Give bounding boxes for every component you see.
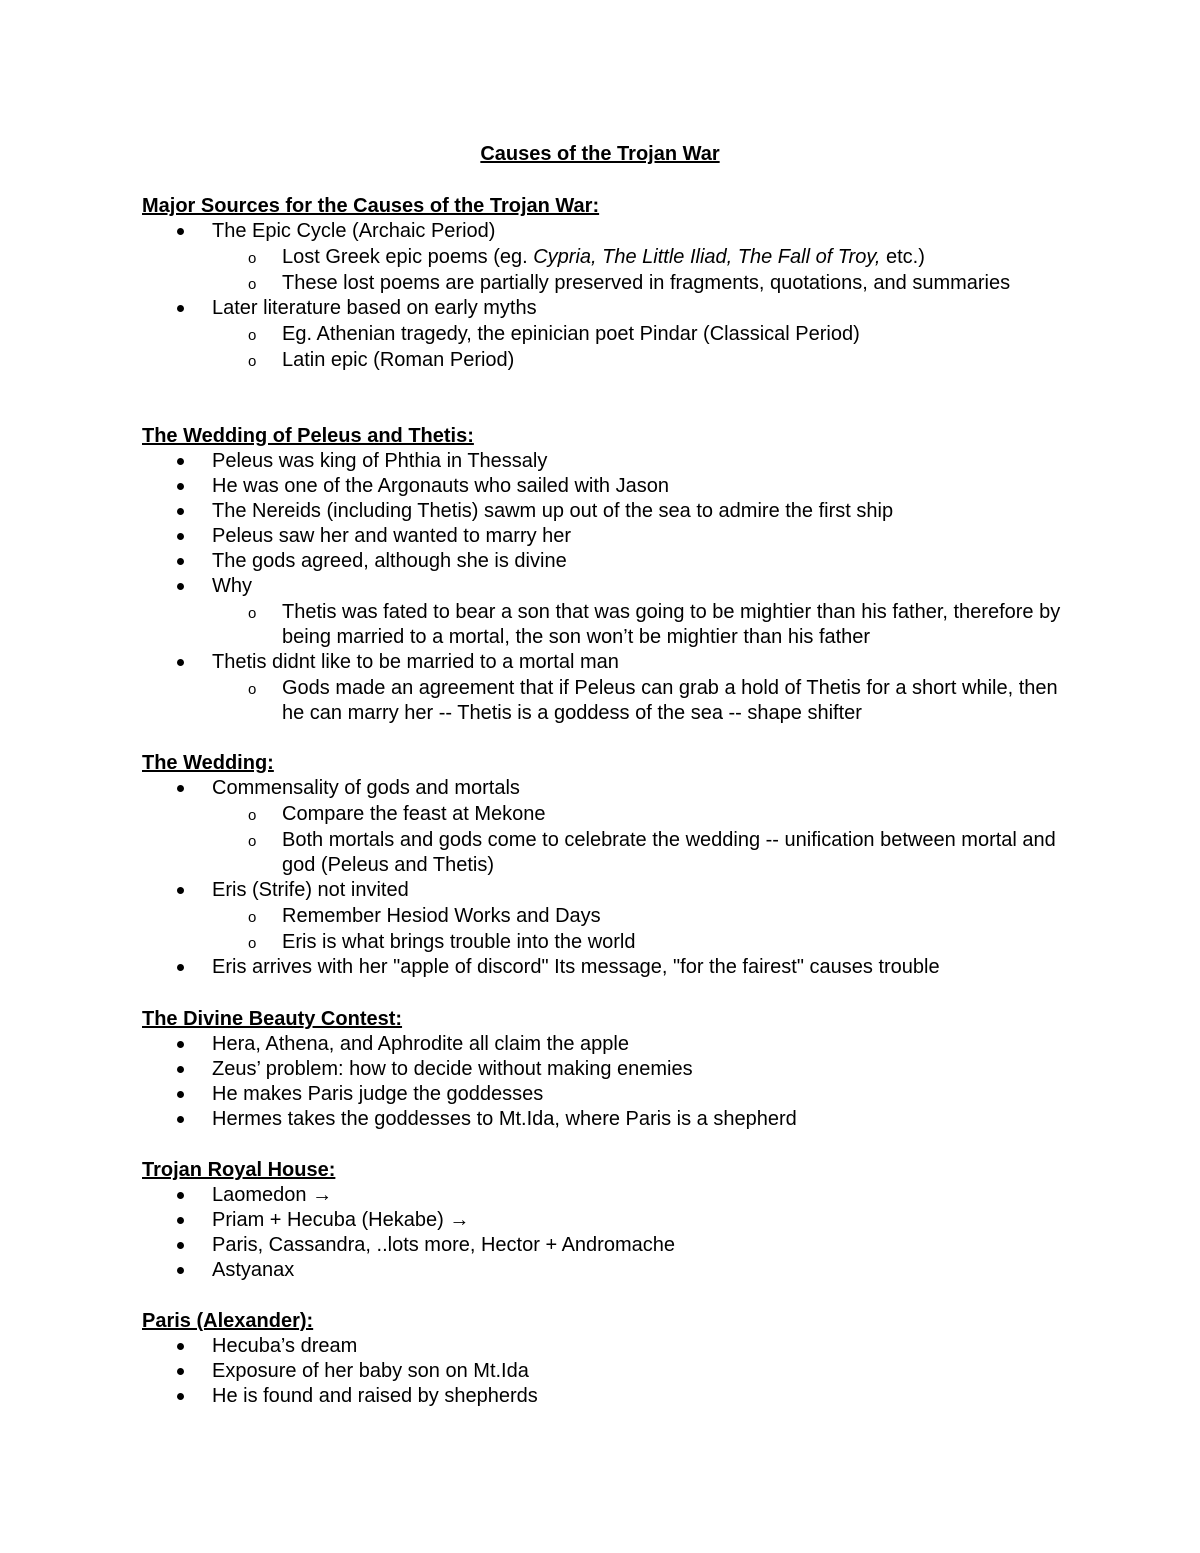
bullet-icon [177, 1393, 184, 1400]
list-item-text: Hermes takes the goddesses to Mt.Ida, where Paris is a shepherd [212, 1108, 797, 1130]
list-item [142, 650, 1082, 675]
list-item-text: Priam + Hecuba (Hekabe) → [212, 1209, 470, 1231]
bullet-icon [177, 228, 184, 235]
list-item [142, 524, 1082, 549]
list-item-text: Hera, Athena, and Aphrodite all claim the apple [212, 1033, 629, 1055]
list-item [142, 776, 1082, 801]
section-heading: The Wedding: [142, 752, 274, 774]
hollow-bullet-icon: o [248, 353, 257, 370]
list-item-text: Paris, Cassandra, ..lots more, Hector + Andromache [212, 1234, 675, 1256]
section-heading: Paris (Alexander): [142, 1310, 314, 1332]
list-item [142, 1107, 1082, 1132]
list-item-text: Astyanax [212, 1259, 295, 1281]
section-trojan-royal-house [142, 1158, 1082, 1283]
bullet-icon [177, 1368, 184, 1375]
sub-list-item [142, 904, 1082, 929]
sub-list-item-text: Compare the feast at Mekone [282, 803, 546, 825]
sub-list-item [142, 271, 1082, 296]
list-item-text: Eris (Strife) not invited [212, 879, 409, 901]
section-the-wedding [142, 751, 1082, 980]
list-item-text: Eris arrives with her "apple of discord" Its message, "for the fairest" causes trouble [212, 956, 940, 978]
list-item [142, 1183, 1082, 1208]
bullet-icon [177, 1343, 184, 1350]
sub-list-item-text: Remember Hesiod Works and Days [282, 905, 601, 927]
sub-list-item [142, 828, 1082, 878]
list-item-text: Commensality of gods and mortals [212, 777, 520, 799]
list-item-text: The Epic Cycle (Archaic Period) [212, 220, 496, 242]
bullet-icon [177, 1041, 184, 1048]
section-paris-alexander [142, 1309, 1082, 1409]
list-item-text: The gods agreed, although she is divine [212, 550, 567, 572]
list-item-text: Later literature based on early myths [212, 297, 537, 319]
bullet-icon [177, 1267, 184, 1274]
bullet-icon [177, 1217, 184, 1224]
bullet-icon [177, 305, 184, 312]
bullet-list [142, 1183, 1082, 1283]
hollow-bullet-icon: o [248, 909, 257, 926]
bullet-icon [177, 558, 184, 565]
list-item-text: Zeus’ problem: how to decide without making enemies [212, 1058, 693, 1080]
sub-list-item-text: Gods made an agreement that if Peleus can grab a hold of Thetis for a short while, then he can marry her -- Thetis is a goddess of the sea -- shape shifter [282, 677, 1058, 724]
bullet-icon [177, 659, 184, 666]
list-item [142, 1208, 1082, 1233]
list-item [142, 955, 1082, 980]
list-item [142, 878, 1082, 903]
bullet-list [142, 219, 1082, 373]
section-heading: Trojan Royal House: [142, 1159, 336, 1181]
list-item [142, 1082, 1082, 1107]
bullet-list [142, 1032, 1082, 1132]
section-divine-beauty-contest [142, 1007, 1082, 1132]
sub-list-item-text: Thetis was fated to bear a son that was going to be mightier than his father, therefore by being married to a mortal, the son won’t be mightier than his father [282, 601, 1061, 648]
hollow-bullet-icon: o [248, 807, 257, 824]
bullet-icon [177, 508, 184, 515]
list-item-text: Peleus saw her and wanted to marry her [212, 525, 572, 547]
sub-list-item [142, 930, 1082, 955]
bullet-list [142, 449, 1082, 726]
bullet-icon [177, 583, 184, 590]
bullet-icon [177, 458, 184, 465]
list-item [142, 499, 1082, 524]
list-item-text: He is found and raised by shepherds [212, 1385, 538, 1407]
list-item [142, 549, 1082, 574]
section-heading: Major Sources for the Causes of the Trojan War: [142, 195, 600, 217]
list-item [142, 1233, 1082, 1258]
list-item [142, 1384, 1082, 1409]
sub-list-item [142, 600, 1082, 650]
sub-list-item-text: These lost poems are partially preserved in fragments, quotations, and summaries [282, 272, 1011, 294]
sub-list-item-text: Latin epic (Roman Period) [282, 349, 515, 371]
bullet-icon [177, 533, 184, 540]
sub-list-item-text: Both mortals and gods come to celebrate the wedding -- unification between mortal and god (Peleus and Thetis) [282, 829, 1056, 876]
italic-title-text: Cypria, The Little Iliad, The Fall of Troy, [533, 246, 881, 268]
bullet-list [142, 776, 1082, 980]
section-heading: The Wedding of Peleus and Thetis: [142, 425, 474, 447]
bullet-icon [177, 887, 184, 894]
section-heading: The Divine Beauty Contest: [142, 1008, 403, 1030]
hollow-bullet-icon: o [248, 681, 257, 698]
bullet-icon [177, 1091, 184, 1098]
bullet-icon [177, 785, 184, 792]
bullet-icon [177, 1116, 184, 1123]
hollow-bullet-icon: o [248, 605, 257, 622]
list-item [142, 1032, 1082, 1057]
sub-list-item-text: Eg. Athenian tragedy, the epinician poet Pindar (Classical Period) [282, 323, 860, 345]
hollow-bullet-icon: o [248, 935, 257, 952]
bullet-icon [177, 1066, 184, 1073]
list-item-text: He makes Paris judge the goddesses [212, 1083, 544, 1105]
list-item-text: Exposure of her baby son on Mt.Ida [212, 1360, 529, 1382]
sub-list-item-text [282, 245, 1082, 270]
list-item [142, 219, 1082, 244]
sub-list-item-text: Eris is what brings trouble into the world [282, 931, 636, 953]
list-item-text: Peleus was king of Phthia in Thessaly [212, 450, 548, 472]
list-item [142, 474, 1082, 499]
list-item [142, 1334, 1082, 1359]
bullet-list [142, 1334, 1082, 1409]
text-run: etc.) [880, 246, 925, 268]
list-item [142, 1359, 1082, 1384]
sub-list-item [142, 802, 1082, 827]
list-item [142, 1057, 1082, 1082]
list-item [142, 296, 1082, 321]
section-major-sources [142, 194, 1082, 373]
list-item [142, 574, 1082, 599]
list-item [142, 449, 1082, 474]
bullet-icon [177, 1242, 184, 1249]
list-item-text: He was one of the Argonauts who sailed with Jason [212, 475, 669, 497]
bullet-icon [177, 1192, 184, 1199]
sub-list-item [142, 245, 1082, 270]
list-item-text: Thetis didnt like to be married to a mortal man [212, 651, 619, 673]
hollow-bullet-icon: o [248, 276, 257, 293]
list-item-text: Hecuba’s dream [212, 1335, 358, 1357]
sub-list-item [142, 348, 1082, 373]
list-item [142, 1258, 1082, 1283]
sub-list-item [142, 676, 1082, 726]
hollow-bullet-icon: o [248, 833, 257, 850]
list-item-text: Why [212, 575, 252, 597]
bullet-icon [177, 964, 184, 971]
hollow-bullet-icon: o [248, 327, 257, 344]
document-title: Causes of the Trojan War [480, 143, 720, 165]
list-item-text: Laomedon → [212, 1184, 333, 1206]
sub-list-item [142, 322, 1082, 347]
list-item-text: The Nereids (including Thetis) sawm up out of the sea to admire the first ship [212, 500, 894, 522]
section-wedding-peleus-thetis [142, 424, 1082, 726]
hollow-bullet-icon: o [248, 250, 257, 267]
bullet-icon [177, 483, 184, 490]
text-run: Lost Greek epic poems (eg. [282, 246, 534, 268]
